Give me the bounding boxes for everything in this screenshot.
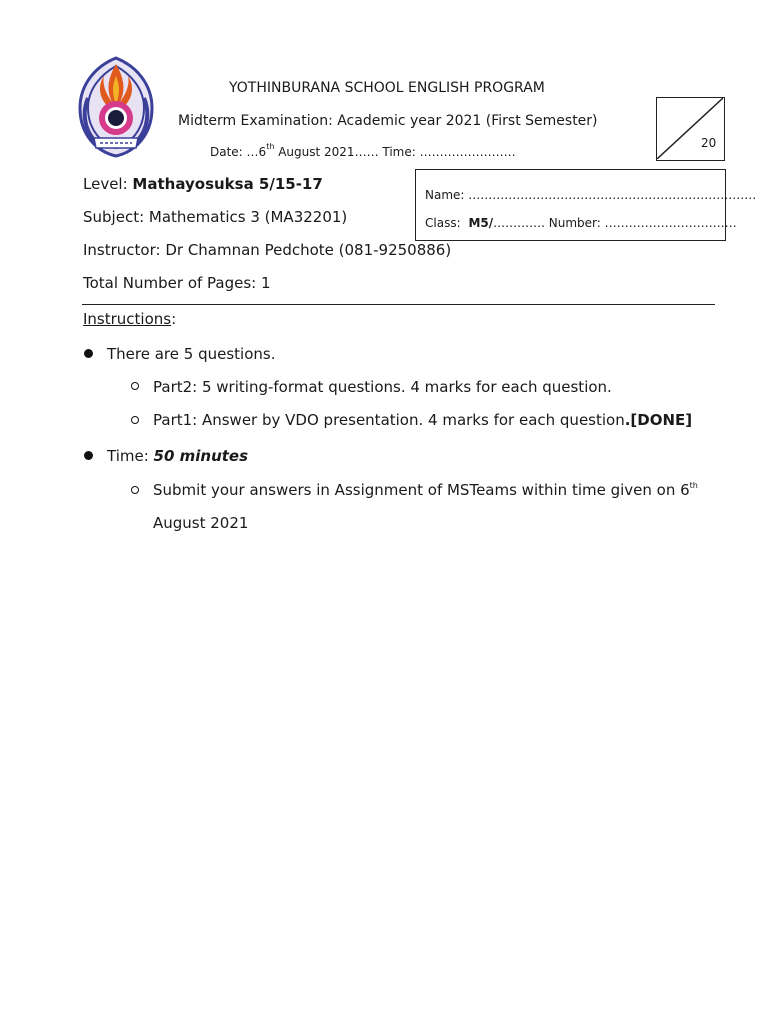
name-field: Name: ………………………………………………………………	[425, 188, 757, 202]
instructions-heading	[83, 310, 176, 328]
time-label: Time:	[107, 447, 154, 465]
school-name: YOTHINBURANA SCHOOL ENGLISH PROGRAM	[229, 80, 545, 96]
exam-title: Midterm Examination: Academic year 2021 (First Semester)	[178, 113, 598, 129]
submit-sup: th	[689, 481, 698, 490]
hollow-circle-bullet	[131, 382, 139, 390]
time-value: 50 minutes	[153, 447, 249, 465]
instruction-item-2	[107, 447, 248, 465]
instruction-item-1-sub-2	[153, 411, 692, 429]
level-value: Mathayosuksa 5/15-17	[132, 175, 323, 193]
hollow-circle-bullet	[131, 486, 139, 494]
date-line	[210, 142, 516, 159]
score-value: 20	[701, 136, 717, 150]
filled-circle-bullet	[84, 349, 93, 358]
date-prefix: Date: …6	[210, 145, 267, 159]
date-sup: th	[266, 142, 275, 151]
class-field	[425, 216, 737, 230]
instructor-line: Instructor: Dr Chamnan Pedchote (081-9250886)	[83, 241, 452, 259]
level-label: Level:	[83, 175, 133, 193]
instruction-item-1-sub-1: Part2: 5 writing-format questions. 4 marks for each question.	[153, 378, 612, 396]
class-rest: …………. Number: ……………………………	[493, 216, 737, 230]
instruction-item-2-sub-1-line-2: August 2021	[153, 514, 249, 532]
subject-line: Subject: Mathematics 3 (MA32201)	[83, 208, 348, 226]
sub-2-done: .[DONE]	[624, 411, 693, 429]
filled-circle-bullet	[84, 451, 93, 460]
class-label: Class:	[425, 216, 461, 230]
submit-text: Submit your answers in Assignment of MSTeams within time given on 6	[153, 481, 690, 499]
school-emblem-logo	[74, 54, 158, 160]
instructions-heading-text: Instructions	[83, 310, 172, 328]
header-divider	[82, 304, 715, 305]
hollow-circle-bullet	[131, 416, 139, 424]
student-info-box	[415, 169, 757, 241]
sub-2-text: Part1: Answer by VDO presentation. 4 marks for each question	[153, 411, 625, 429]
instruction-item-1: There are 5 questions.	[107, 345, 276, 363]
instructions-heading-colon: :	[171, 310, 177, 328]
level-line	[83, 175, 323, 193]
class-value: M5/	[468, 216, 494, 230]
pages-line: Total Number of Pages: 1	[83, 274, 271, 292]
score-box	[656, 97, 725, 161]
instruction-item-2-sub-1	[153, 481, 698, 499]
date-suffix: August 2021…… Time: ……………………	[274, 145, 516, 159]
